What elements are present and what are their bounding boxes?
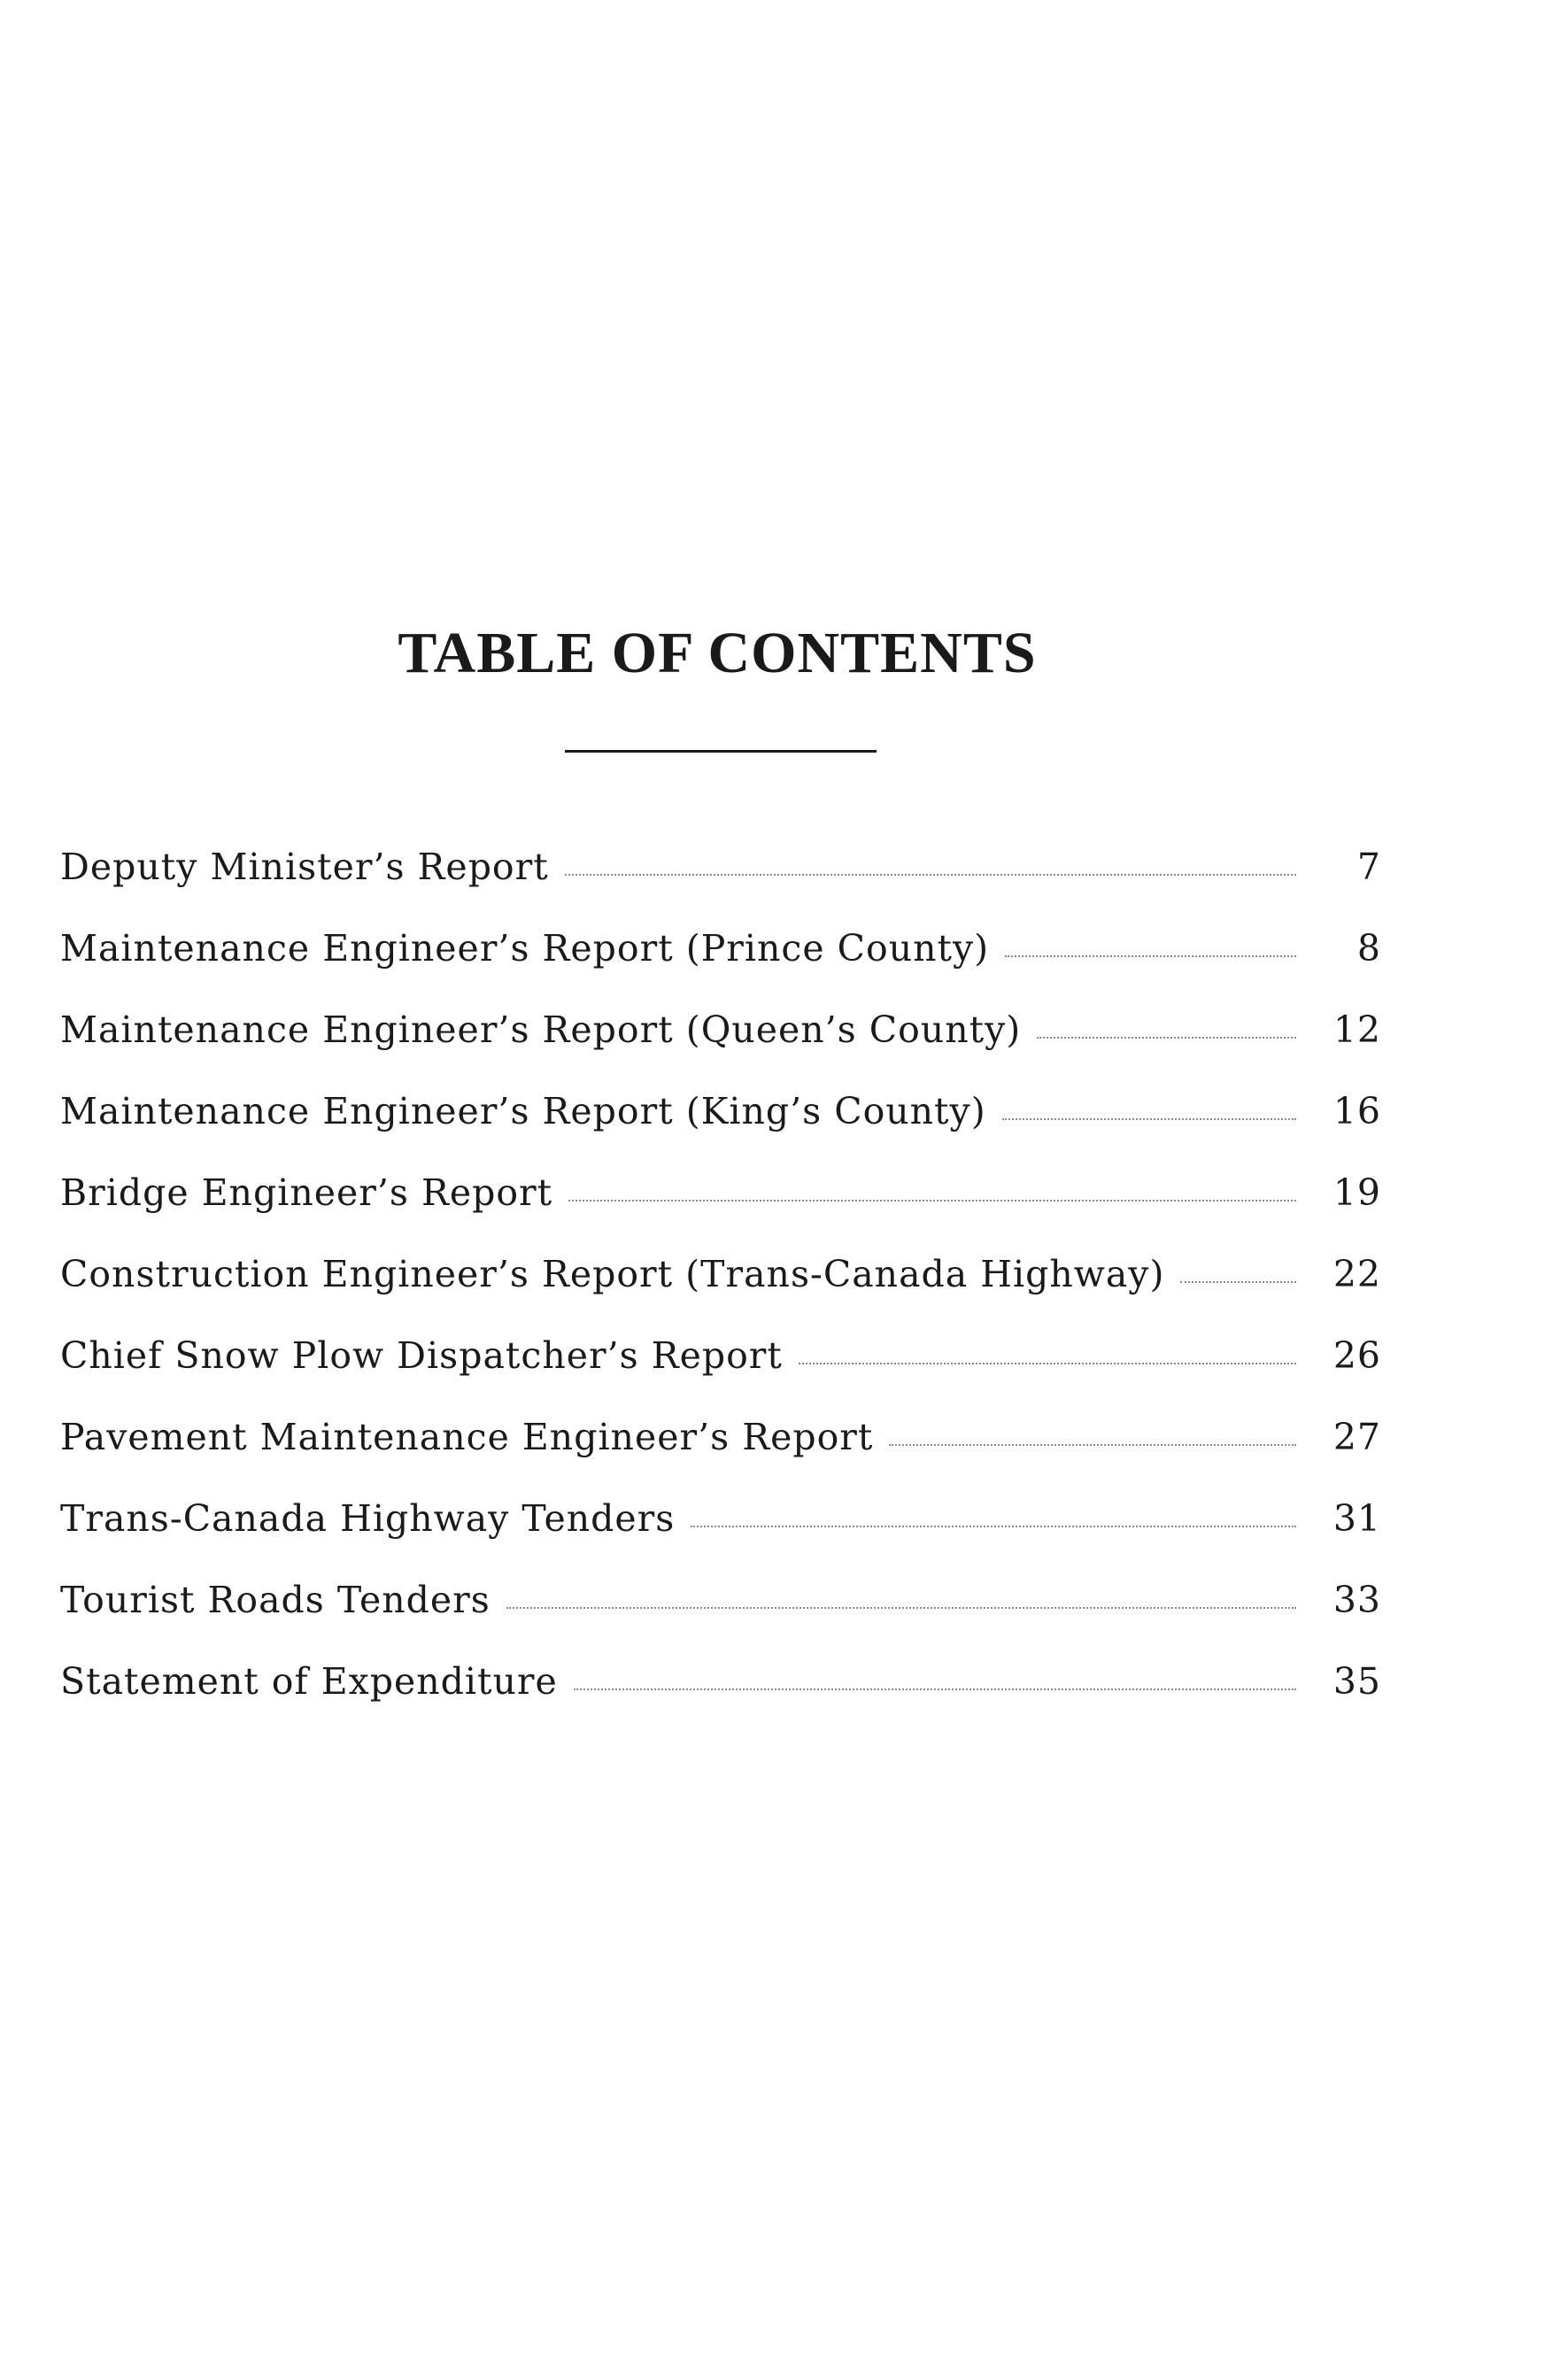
toc-entry [60,1253,1381,1334]
toc-entry-page: 8 [1356,927,1381,970]
toc-entry [60,1660,1381,1742]
toc-entry-page: 19 [1333,1171,1381,1214]
toc-entry [60,1497,1381,1579]
dot-leader [691,1526,1296,1527]
toc-entry-page: 26 [1333,1334,1381,1377]
toc-entry-label: Bridge Engineer’s Report [60,1171,553,1214]
title-divider [565,750,877,753]
toc-entry-label: Tourist Roads Tenders [60,1579,491,1621]
toc-entry-label: Deputy Minister’s Report [60,846,549,888]
toc-entry [60,1416,1381,1497]
dot-leader [889,1444,1296,1446]
toc-entry [60,1171,1381,1253]
toc-entry-page: 33 [1333,1579,1381,1621]
page-title: TABLE OF CONTENTS [398,621,1037,685]
toc-entry [60,927,1381,1008]
dot-leader [565,874,1296,876]
toc-entry-page: 22 [1333,1253,1381,1295]
toc-entry [60,846,1381,927]
toc-entry-page: 27 [1333,1416,1381,1458]
dot-leader [568,1200,1296,1202]
toc-entry [60,1090,1381,1171]
toc-entry [60,1008,1381,1090]
toc-entry [60,1579,1381,1660]
toc-entry [60,1334,1381,1416]
dot-leader [799,1363,1296,1364]
dot-leader [506,1607,1296,1609]
toc-entry-label: Maintenance Engineer’s Report (Queen’s County) [60,1008,1022,1051]
toc-entry-label: Chief Snow Plow Dispatcher’s Report [60,1334,783,1377]
toc-entry-label: Maintenance Engineer’s Report (King’s County) [60,1090,986,1132]
dot-leader [574,1688,1296,1690]
toc-entry-label: Construction Engineer’s Report (Trans-Canada Highway) [60,1253,1165,1295]
dot-leader [1005,955,1296,957]
dot-leader [1002,1118,1296,1120]
toc-entry-page: 35 [1333,1660,1381,1703]
toc-entry-page: 7 [1356,846,1381,888]
toc-entry-page: 31 [1333,1497,1381,1540]
toc-entry-page: 12 [1333,1008,1381,1051]
dot-leader [1180,1281,1296,1283]
table-of-contents [60,846,1381,1742]
toc-entry-label: Trans-Canada Highway Tenders [60,1497,676,1540]
toc-entry-page: 16 [1333,1090,1381,1132]
toc-entry-label: Statement of Expenditure [60,1660,558,1703]
dot-leader [1037,1037,1296,1039]
toc-entry-label: Maintenance Engineer’s Report (Prince County) [60,927,990,970]
toc-entry-label: Pavement Maintenance Engineer’s Report [60,1416,874,1458]
